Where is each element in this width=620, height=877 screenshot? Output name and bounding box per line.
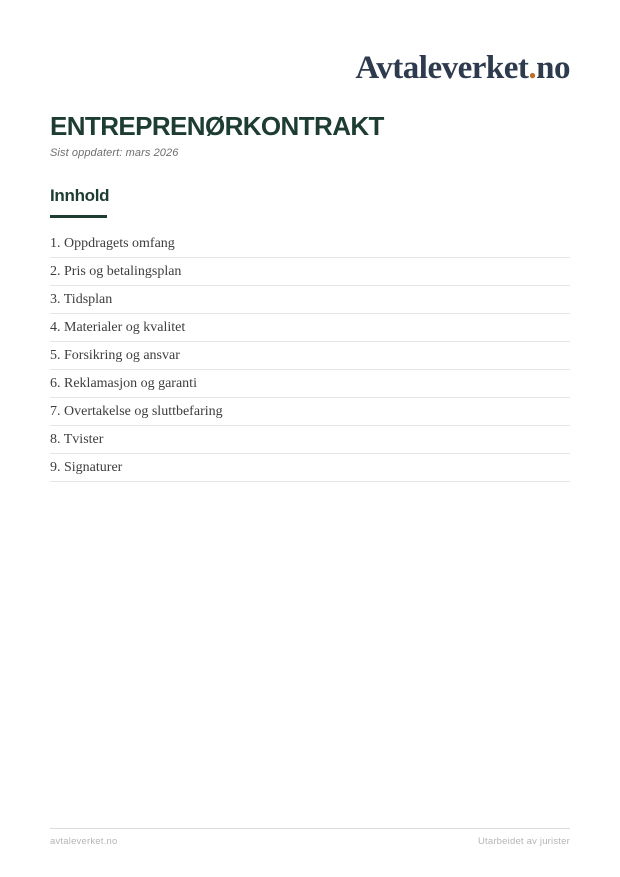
toc-item[interactable]: 3. Tidsplan <box>50 286 570 314</box>
toc-item[interactable]: 7. Overtakelse og sluttbefaring <box>50 398 570 426</box>
logo-dot: . <box>528 50 537 86</box>
footer-right-text: Utarbeidet av jurister <box>477 836 570 847</box>
page-footer <box>50 828 570 847</box>
toc-heading-underline <box>50 215 107 218</box>
logo-row <box>50 0 570 86</box>
logo-tld: no <box>536 50 570 86</box>
logo-text: Avtaleverket <box>355 50 529 86</box>
site-logo[interactable] <box>355 50 570 86</box>
last-updated-text: Sist oppdatert: mars 2026 <box>50 147 179 159</box>
toc-list <box>50 230 570 482</box>
toc-item[interactable]: 1. Oppdragets omfang <box>50 230 570 258</box>
footer-left-text: avtaleverket.no <box>50 836 118 847</box>
toc-item[interactable]: 5. Forsikring og ansvar <box>50 342 570 370</box>
page-title: ENTREPRENØRKONTRAKT <box>50 111 384 141</box>
toc-item[interactable]: 2. Pris og betalingsplan <box>50 258 570 286</box>
toc-item[interactable]: 8. Tvister <box>50 426 570 454</box>
toc-item[interactable]: 9. Signaturer <box>50 454 570 482</box>
page-content <box>50 0 570 482</box>
toc-item[interactable]: 4. Materialer og kvalitet <box>50 314 570 342</box>
toc-heading: Innhold <box>50 186 110 205</box>
toc-item[interactable]: 6. Reklamasjon og garanti <box>50 370 570 398</box>
